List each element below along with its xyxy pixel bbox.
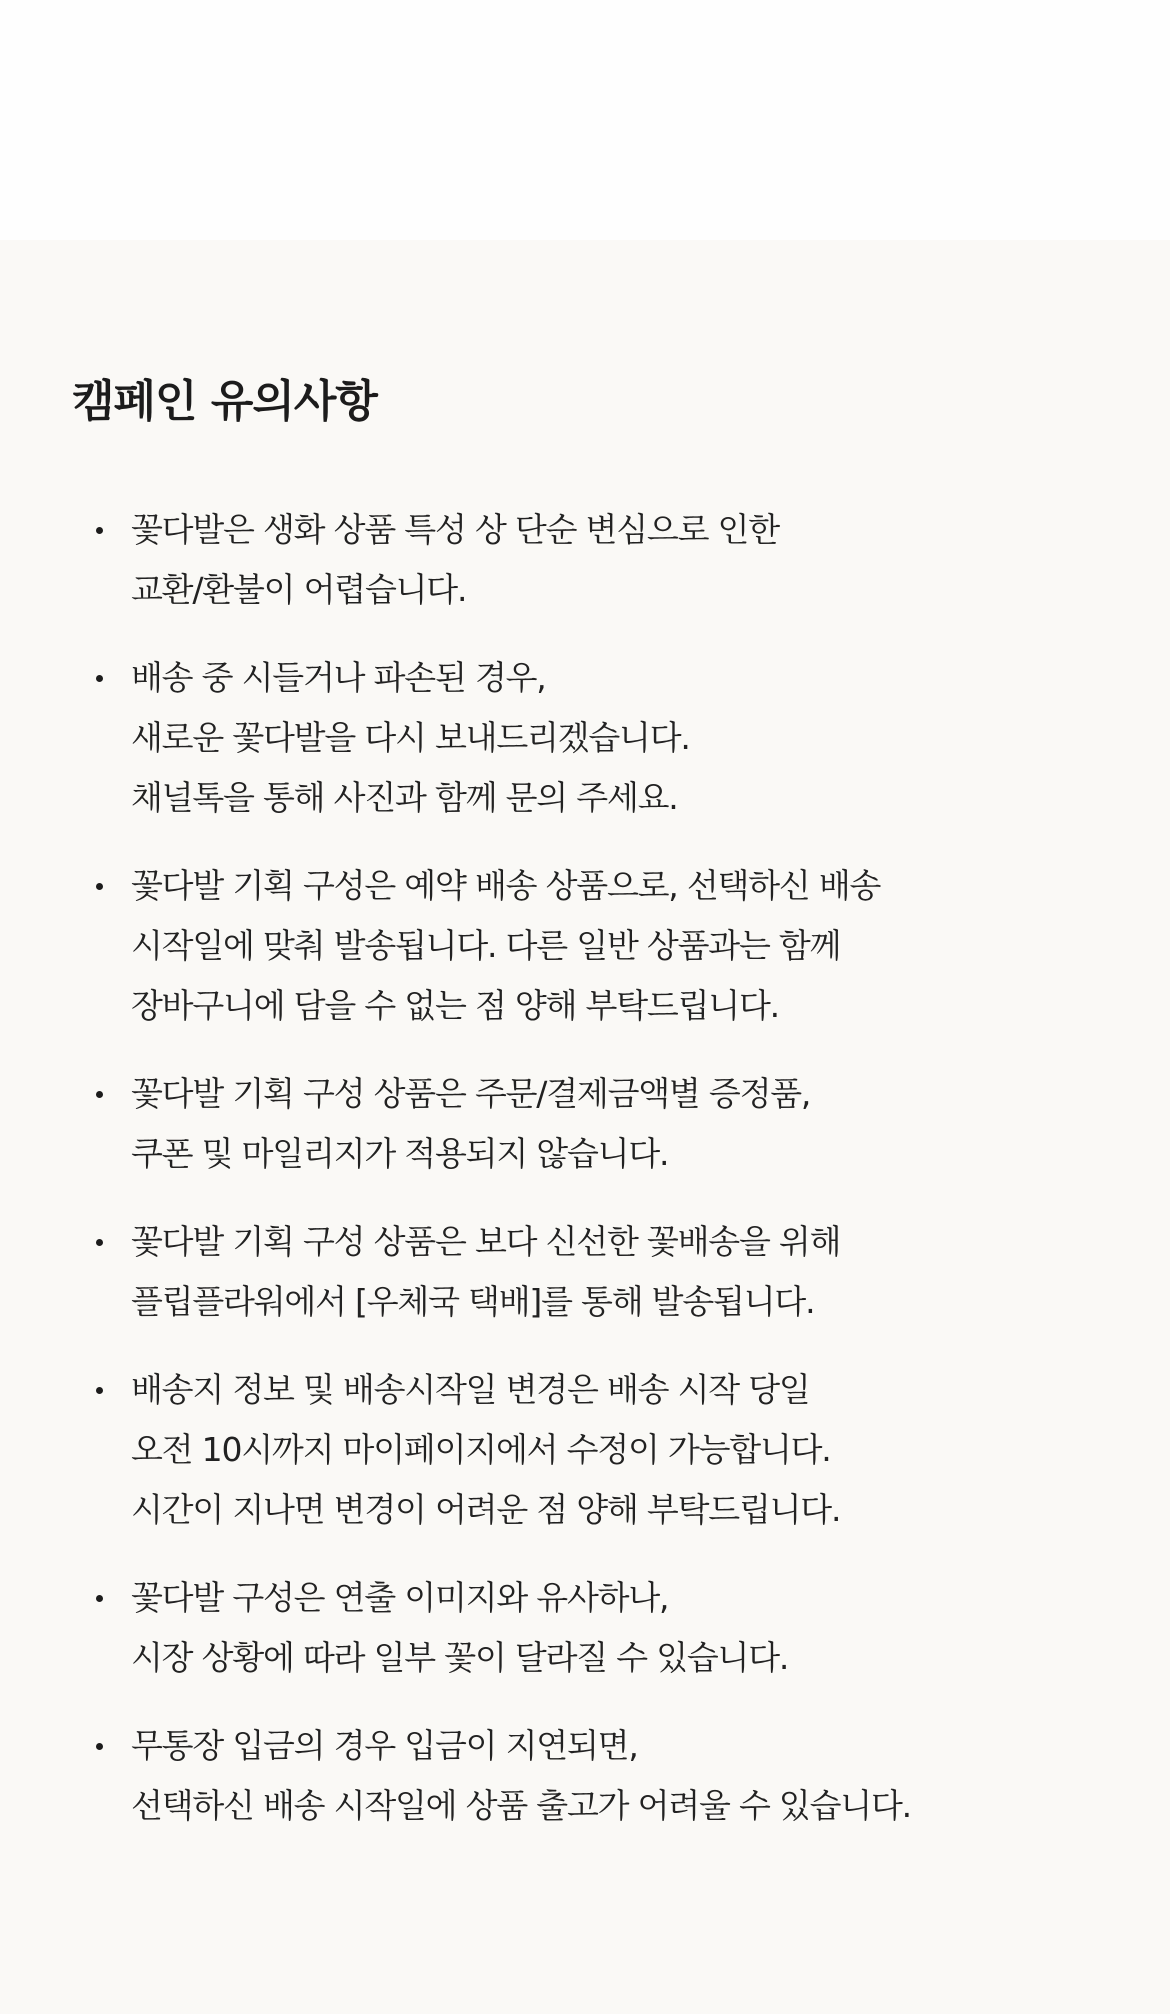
notice-line: 꽃다발 기획 구성 상품은 보다 신선한 꽃배송을 위해 xyxy=(131,1222,841,1261)
notice-line: 시간이 지나면 변경이 어려운 점 양해 부탁드립니다. xyxy=(131,1490,841,1529)
bullet-dot-icon xyxy=(96,1743,103,1750)
bullet-dot-icon xyxy=(96,527,103,534)
notice-item xyxy=(72,856,1098,1036)
bullet-dot-icon xyxy=(96,675,103,682)
notice-line: 꽃다발 기획 구성은 예약 배송 상품으로, 선택하신 배송 xyxy=(131,866,881,905)
notice-item xyxy=(72,1360,1098,1540)
notice-item xyxy=(72,1064,1098,1184)
notice-line: 쿠폰 및 마일리지가 적용되지 않습니다. xyxy=(131,1134,669,1173)
bullet-dot-icon xyxy=(96,883,103,890)
notice-line: 무통장 입금의 경우 입금이 지연되면, xyxy=(131,1726,638,1765)
notice-line: 새로운 꽃다발을 다시 보내드리겠습니다. xyxy=(131,718,690,757)
notice-line: 배송 중 시들거나 파손된 경우, xyxy=(131,658,546,697)
notice-line: 선택하신 배송 시작일에 상품 출고가 어려울 수 있습니다. xyxy=(131,1786,911,1825)
notice-item xyxy=(72,500,1098,620)
top-blank-area xyxy=(0,0,1170,240)
notice-item xyxy=(72,1212,1098,1332)
notice-line: 꽃다발은 생화 상품 특성 상 단순 변심으로 인한 xyxy=(131,510,779,549)
campaign-notice-section xyxy=(0,240,1170,2014)
notice-line: 시장 상황에 따라 일부 꽃이 달라질 수 있습니다. xyxy=(131,1638,789,1677)
notice-line: 배송지 정보 및 배송시작일 변경은 배송 시작 당일 xyxy=(131,1370,810,1409)
notice-item xyxy=(72,648,1098,828)
notice-line: 플립플라워에서 [우체국 택배]를 통해 발송됩니다. xyxy=(131,1282,815,1321)
bullet-dot-icon xyxy=(96,1239,103,1246)
notice-line: 오전 10시까지 마이페이지에서 수정이 가능합니다. xyxy=(131,1430,831,1469)
bullet-dot-icon xyxy=(96,1091,103,1098)
bullet-dot-icon xyxy=(96,1595,103,1602)
notice-item xyxy=(72,1568,1098,1688)
notice-line: 꽃다발 기획 구성 상품은 주문/결제금액별 증정품, xyxy=(131,1074,811,1113)
notice-line: 채널톡을 통해 사진과 함께 문의 주세요. xyxy=(131,778,678,817)
notice-title: 캠페인 유의사항 xyxy=(72,376,377,427)
notice-line: 장바구니에 담을 수 없는 점 양해 부탁드립니다. xyxy=(131,986,779,1025)
notice-list xyxy=(72,500,1098,1836)
notice-line: 시작일에 맞춰 발송됩니다. 다른 일반 상품과는 함께 xyxy=(131,926,841,965)
bullet-dot-icon xyxy=(96,1387,103,1394)
notice-item xyxy=(72,1716,1098,1836)
notice-line: 교환/환불이 어렵습니다. xyxy=(131,570,467,609)
notice-line: 꽃다발 구성은 연출 이미지와 유사하나, xyxy=(131,1578,669,1617)
